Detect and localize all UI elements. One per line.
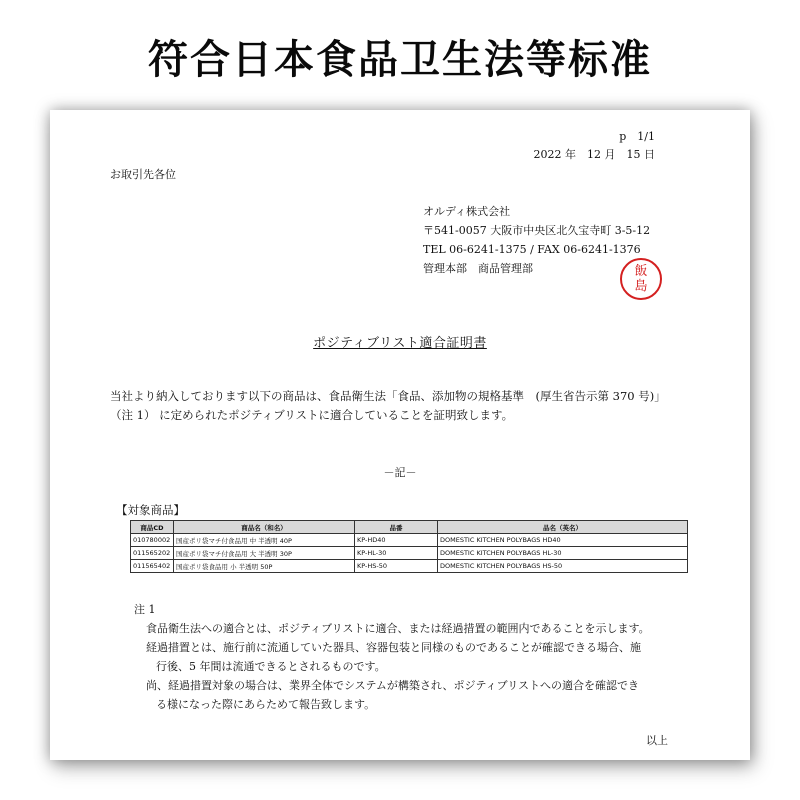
cell-product-code: 010780002 bbox=[131, 534, 174, 547]
seal-char-2: 島 bbox=[634, 279, 648, 294]
cell-product-name-jp: 国産ポリ袋マチ付食品用 大 半透明 30P bbox=[174, 547, 355, 560]
name-seal-stamp bbox=[620, 258, 662, 300]
target-products-label: 【対象商品】 bbox=[116, 503, 185, 517]
note-line-5: る様になった際にあらためて報告致します。 bbox=[156, 698, 376, 711]
sender-phone-fax: TEL 06-6241-1375 / FAX 06-6241-1376 bbox=[423, 243, 641, 256]
seal-char-1: 飯 bbox=[634, 264, 648, 279]
product-table bbox=[130, 520, 688, 573]
closing-mark: 以上 bbox=[646, 734, 668, 747]
note-line-3: 行後、5 年間は流通できるとされるものです。 bbox=[156, 660, 386, 673]
header-part-number: 品番 bbox=[355, 521, 438, 534]
header-product-name-en: 品名（英名） bbox=[438, 521, 688, 534]
sender-company: オルディ株式会社 bbox=[423, 205, 511, 218]
sender-block bbox=[423, 202, 650, 278]
issue-date: 2022 年 12 月 15 日 bbox=[533, 148, 655, 161]
certificate-document bbox=[50, 110, 750, 760]
cell-part-number: KP-HD40 bbox=[355, 534, 438, 547]
cell-product-code: 011565402 bbox=[131, 560, 174, 573]
page-number: p 1/1 bbox=[619, 130, 655, 143]
banner-title: 符合日本食品卫生法等标准 bbox=[148, 37, 652, 83]
sender-address: 〒541-0057 大阪市中央区北久宝寺町 3-5-12 bbox=[423, 224, 651, 237]
table-header-row bbox=[131, 521, 688, 534]
cell-product-name-en: DOMESTIC KITCHEN POLYBAGS HL-30 bbox=[438, 547, 688, 560]
cell-product-code: 011565202 bbox=[131, 547, 174, 560]
cell-product-name-jp: 国産ポリ袋マチ付食品用 中 半透明 40P bbox=[174, 534, 355, 547]
cell-product-name-en: DOMESTIC KITCHEN POLYBAGS HD40 bbox=[438, 534, 688, 547]
cell-part-number: KP-HL-30 bbox=[355, 547, 438, 560]
note-line-2: 経過措置とは、施行前に流通していた器具、容器包装と同様のものであることが確認できる場合、施 bbox=[146, 641, 641, 654]
header-product-code: 商品CD bbox=[131, 521, 174, 534]
note-heading: 注 1 bbox=[134, 603, 156, 616]
table-row bbox=[131, 534, 688, 547]
header-product-name-jp: 商品名（和名） bbox=[174, 521, 355, 534]
statement-line-2: （注 1） に定められたポジティブリストに適合していることを証明致します。 bbox=[110, 408, 514, 422]
document-title bbox=[50, 332, 750, 351]
document-title-text: ポジティブリスト適合証明書 bbox=[313, 336, 487, 351]
cell-part-number: KP-HS-50 bbox=[355, 560, 438, 573]
recipient: お取引先各位 bbox=[110, 168, 176, 181]
cell-product-name-jp: 国産ポリ袋食品用 小 半透明 50P bbox=[174, 560, 355, 573]
cell-product-name-en: DOMESTIC KITCHEN POLYBAGS HS-50 bbox=[438, 560, 688, 573]
notes-section bbox=[134, 600, 650, 714]
ki-heading: －記－ bbox=[383, 466, 417, 479]
statement-line-1: 当社より納入しております以下の商品は、食品衛生法「食品、添加物の規格基準 (厚生省告示第 370 号)」 bbox=[110, 389, 666, 403]
note-line-1: 食品衛生法への適合とは、ポジティブリストに適合、または経過措置の範囲内であることを示します。 bbox=[146, 622, 650, 635]
note-line-4: 尚、経過措置対象の場合は、業界全体でシステムが構築され、ポジティブリストへの適合を確認でき bbox=[146, 679, 640, 692]
table-row bbox=[131, 560, 688, 573]
certification-statement bbox=[110, 387, 666, 425]
table-row bbox=[131, 547, 688, 560]
sender-department: 管理本部 商品管理部 bbox=[423, 262, 533, 275]
